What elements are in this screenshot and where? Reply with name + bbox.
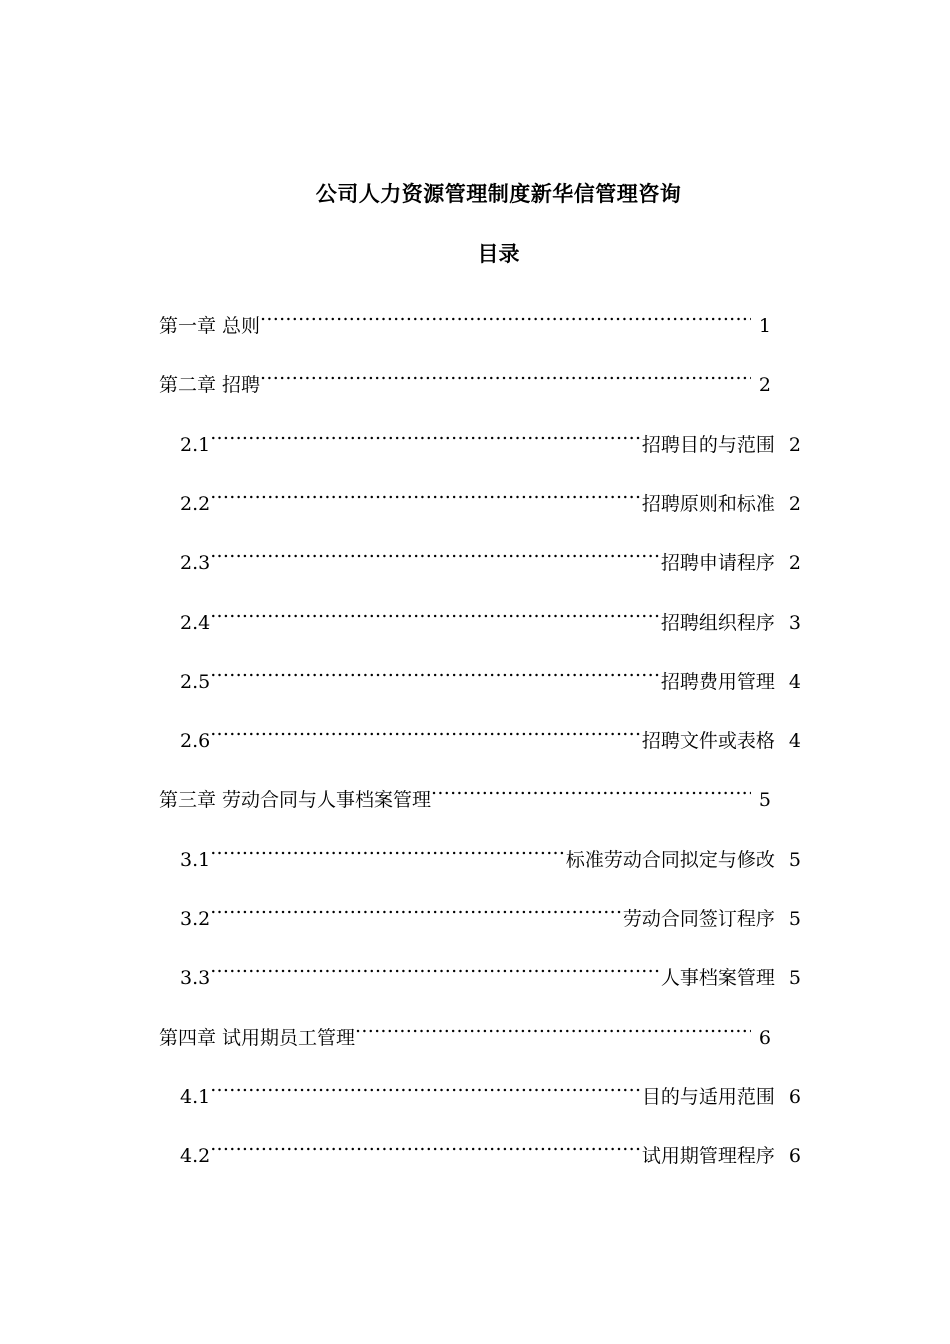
dot-leader	[210, 533, 661, 569]
dot-leader	[260, 355, 751, 391]
toc-section-number: 2.3	[180, 552, 211, 574]
toc-section-number: 2.6	[180, 730, 211, 752]
toc-page-number: 1	[758, 315, 771, 337]
toc-page-number: 2	[788, 493, 801, 515]
dot-leader	[260, 296, 751, 332]
dot-leader	[210, 948, 661, 984]
toc-section-number: 3.3	[180, 967, 211, 989]
document-title: 公司人力资源管理制度新华信管理咨询	[315, 181, 682, 206]
toc-chapter-entry[interactable]	[159, 1008, 771, 1049]
dot-leader	[210, 593, 661, 629]
toc-section-title: 试用期管理程序	[641, 1145, 775, 1167]
toc-section-entry[interactable]	[180, 830, 801, 871]
toc-page-number: 5	[758, 789, 771, 811]
toc-section-number: 4.2	[180, 1145, 211, 1167]
toc-page-number: 4	[788, 730, 801, 752]
toc-section-number: 2.2	[180, 493, 211, 515]
dot-leader	[431, 770, 751, 806]
toc-heading: 目录	[477, 241, 520, 266]
toc-section-entry[interactable]	[180, 593, 801, 634]
toc-section-title: 招聘目的与范围	[641, 434, 775, 456]
toc-section-entry[interactable]	[180, 1067, 801, 1108]
toc-section-title: 目的与适用范围	[641, 1086, 775, 1108]
toc-page-number: 3	[788, 612, 801, 634]
toc-section-title: 劳动合同签订程序	[622, 908, 775, 930]
toc-section-entry[interactable]	[180, 1126, 801, 1167]
toc-page-number: 4	[788, 671, 801, 693]
toc-section-entry[interactable]	[180, 889, 801, 930]
toc-page-number: 5	[788, 849, 801, 871]
toc-chapter-entry[interactable]	[159, 355, 771, 396]
toc-page-number: 5	[788, 967, 801, 989]
toc-page-number: 6	[788, 1145, 801, 1167]
toc-chapter-label: 第三章 劳动合同与人事档案管理	[159, 789, 432, 811]
dot-leader	[210, 415, 642, 451]
toc-section-title: 招聘原则和标准	[641, 493, 775, 515]
toc-section-number: 3.2	[180, 908, 211, 930]
toc-section-number: 2.4	[180, 612, 211, 634]
toc-page-number: 2	[788, 434, 801, 456]
dot-leader	[210, 889, 623, 925]
toc-section-title: 招聘费用管理	[660, 671, 775, 693]
toc-page-number: 2	[758, 374, 771, 396]
toc-section-entry[interactable]	[180, 652, 801, 693]
dot-leader	[210, 1126, 642, 1162]
toc-page-number: 6	[758, 1027, 771, 1049]
toc-section-number: 4.1	[180, 1086, 211, 1108]
toc-section-entry[interactable]	[180, 948, 801, 989]
toc-chapter-label: 第二章 招聘	[159, 374, 261, 396]
dot-leader	[210, 1067, 642, 1103]
toc-section-entry[interactable]	[180, 415, 801, 456]
toc-chapter-entry[interactable]	[159, 770, 771, 811]
toc-chapter-label: 第一章 总则	[159, 315, 261, 337]
toc-section-title: 招聘申请程序	[660, 552, 775, 574]
toc-page-number: 2	[788, 552, 801, 574]
dot-leader	[210, 474, 642, 510]
toc-section-title: 标准劳动合同拟定与修改	[565, 849, 775, 871]
toc-section-title: 招聘组织程序	[660, 612, 775, 634]
toc-section-entry[interactable]	[180, 711, 801, 752]
dot-leader	[355, 1008, 751, 1044]
toc-section-number: 3.1	[180, 849, 211, 871]
toc-section-number: 2.5	[180, 671, 211, 693]
toc-section-number: 2.1	[180, 434, 211, 456]
dot-leader	[210, 652, 661, 688]
dot-leader	[210, 830, 566, 866]
toc-section-entry[interactable]	[180, 474, 801, 515]
toc-page-number: 5	[788, 908, 801, 930]
dot-leader	[210, 711, 642, 747]
toc-section-title: 招聘文件或表格	[641, 730, 775, 752]
toc-section-title: 人事档案管理	[660, 967, 775, 989]
toc-chapter-label: 第四章 试用期员工管理	[159, 1027, 356, 1049]
toc-chapter-entry[interactable]	[159, 296, 771, 337]
toc-section-entry[interactable]	[180, 533, 801, 574]
toc-page-number: 6	[788, 1086, 801, 1108]
